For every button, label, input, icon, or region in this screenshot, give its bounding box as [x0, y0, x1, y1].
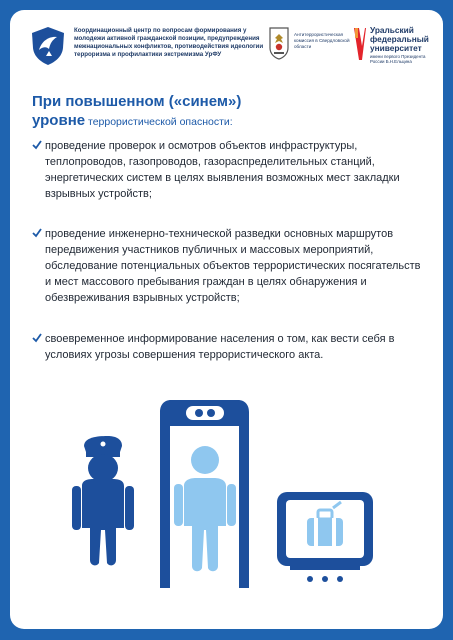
title-line-2: уровне [32, 112, 86, 129]
list-item-text: проведение проверок и осмотров объектов инфраструктуры, теплопроводов, газопроводов, газораспределительных станций, энергетических систем в целях выявления возможных мест закладки взрывных устройств; [45, 140, 400, 200]
checkmark-icon [32, 140, 42, 150]
title-line-1: При повышенном («синем») [32, 93, 242, 110]
shield-bird-icon [30, 26, 66, 66]
person-icon [174, 446, 236, 571]
urfu-logo-icon [353, 26, 367, 62]
antiterror-commission-name: Антитеррористическая комиссия в Свердловской области [294, 32, 350, 49]
urfu-subtitle: имени первого Президента России Б.Н.Ельцина [370, 54, 426, 65]
list-item-text: проведение инженерно-технической разведки основных маршрутов передвижения участников публичных и массовых мероприятий, обследование потенциальных объектов террористических посягательств и мест массового пребывания граждан в целях обнаружения и обезвреживания взрывных устройств; [45, 228, 421, 304]
checkmark-icon [32, 228, 42, 238]
list-item-text: своевременное информирование населения о том, как вести себя в условиях угрозы совершения террористического акта. [45, 333, 395, 361]
page-title [32, 92, 432, 130]
checkmark-icon [32, 333, 42, 343]
header [10, 10, 443, 80]
coat-of-arms-icon [268, 26, 290, 60]
police-officer-icon [72, 436, 134, 565]
security-illustration [10, 380, 443, 629]
coordination-center-name: Координационный центр по вопросам формирования у молодежи активной гражданской позиции, предупреждения межнациональных конфликтов, противодействия идеологии терроризма и профилактики экстремизма УрФУ [74, 27, 264, 58]
poster-sheet [10, 10, 443, 629]
title-subtitle: террористической опасности: [85, 116, 233, 128]
urfu-name: Уральский федеральный университет [370, 25, 429, 53]
